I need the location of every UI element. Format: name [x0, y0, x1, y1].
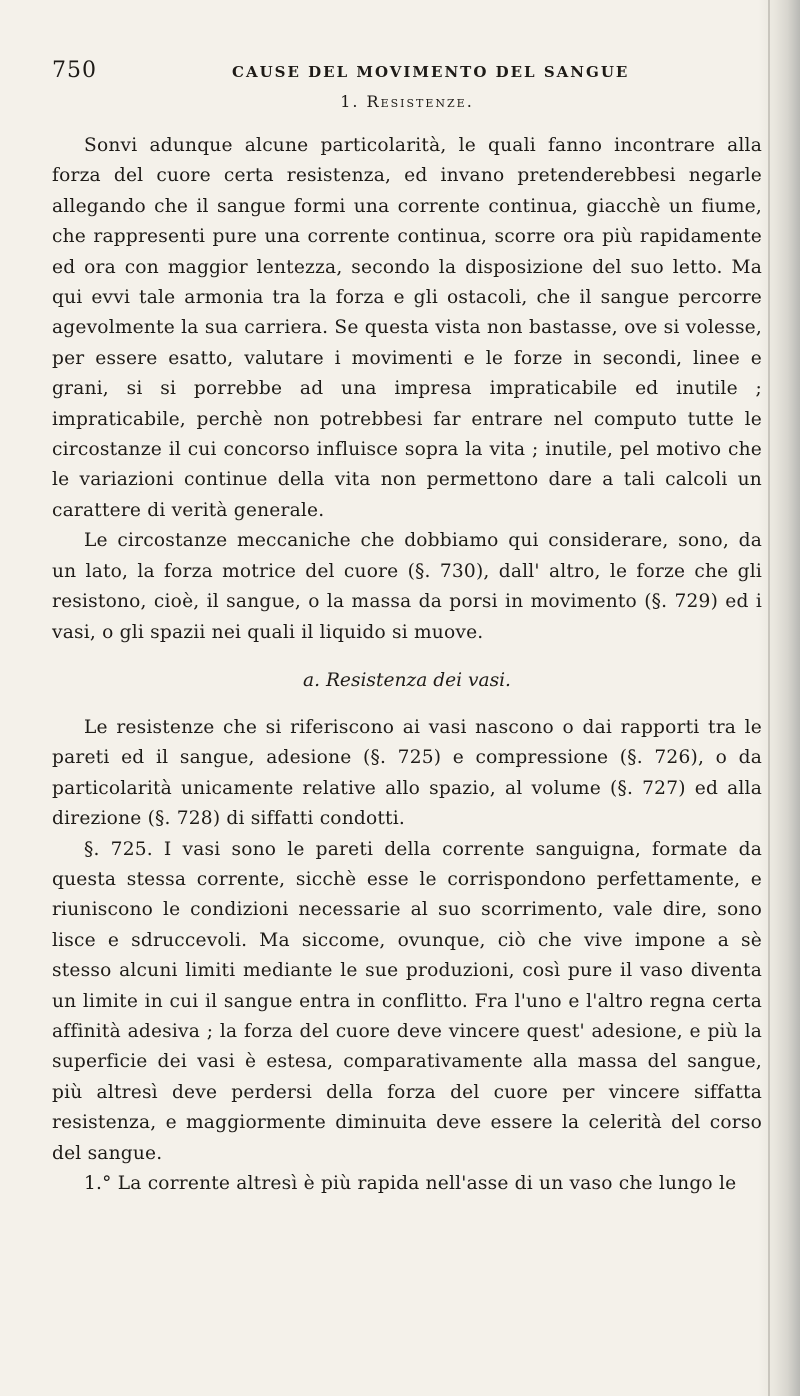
running-title: CAUSE DEL MOVIMENTO DEL SANGUE: [232, 63, 630, 81]
section-title: 1. Resistenze.: [340, 92, 474, 111]
paragraph: Le circostanze meccaniche che dobbiamo qui considerare, sono, da un lato, la forza motrice del cuore (§. 730), dall' altro, le forze che gli resistono, cioè, il sangue, o la massa da porsi in movimento (§. 729) ed i vasi, o gli spazii nei quali il liquido si muove.: [52, 530, 762, 643]
page-number: 750: [52, 58, 97, 83]
paragraph: Le resistenze che si riferiscono ai vasi nascono o dai rapporti tra le pareti ed il sangue, adesione (§. 725) e compressione (§. 726), o da particolarità unicamente relative allo spazio, al volume (§. 727) ed alla direzione (§. 728) di siffatti condotti.: [52, 716, 762, 830]
book-page: [52, 58, 762, 1199]
subsection-title: a. Resistenza dei vasi.: [303, 669, 511, 691]
paragraph: 1.° La corrente altresì è più rapida nell'asse di un vaso che lungo le: [84, 1173, 737, 1194]
paragraph: §. 725. I vasi sono le pareti della corrente sanguigna, formate da questa stessa corrente, sicchè esse le corrispondono perfettamente, e riuniscono le condizioni necessarie al suo scorrimento, vale dire, sono lisce e sdruccevoli. Ma siccome, ovunque, ciò che vive impone a sè stesso alcuni limiti mediante le sue produzioni, così pure il vaso diventa un limite in cui il sangue entra in conflitto. Fra l'uno e l'altro regna certa affinità adesiva ; la forza del cuore deve vincere quest' adesione, e più la superficie dei vasi è estesa, comparativamente alla massa del sangue, più altresì deve perdersi della forza del cuore per vincere siffatta resistenza, e maggiormente diminuita deve essere la celerità del corso del sangue.: [52, 838, 762, 1164]
paragraph: Sonvi adunque alcune particolarità, le quali fanno incontrare alla forza del cuore certa resistenza, ed invano pretenderebbesi negarle allegando che il sangue formi una corrente continua, giacchè un fiume, che rappresenti pure una corrente continua, scorre ora più rapidamente ed ora con maggior lentezza, secondo la disposizione del suo letto. Ma qui evvi tale armonia tra la forza e gli ostacoli, che il sangue percorre agevolmente la sua carriera. Se questa vista non bastasse, ove si volesse, per essere esatto, valutare i movimenti e le forze in secondi, linee e grani, si si porrebbe ad una impresa impraticabile ed inutile ; impraticabile, perchè non potrebbesi far entrare nel computo tutte le circostanze il cui concorso influisce sopra la vita ; inutile, pel motivo che le variazioni continue della vita non permettono dare a tali calcoli un carattere di verità generale.: [52, 135, 762, 521]
running-head: [52, 58, 762, 92]
scan-edge-line: [768, 0, 770, 1396]
scan-page-edge: [758, 0, 800, 1396]
